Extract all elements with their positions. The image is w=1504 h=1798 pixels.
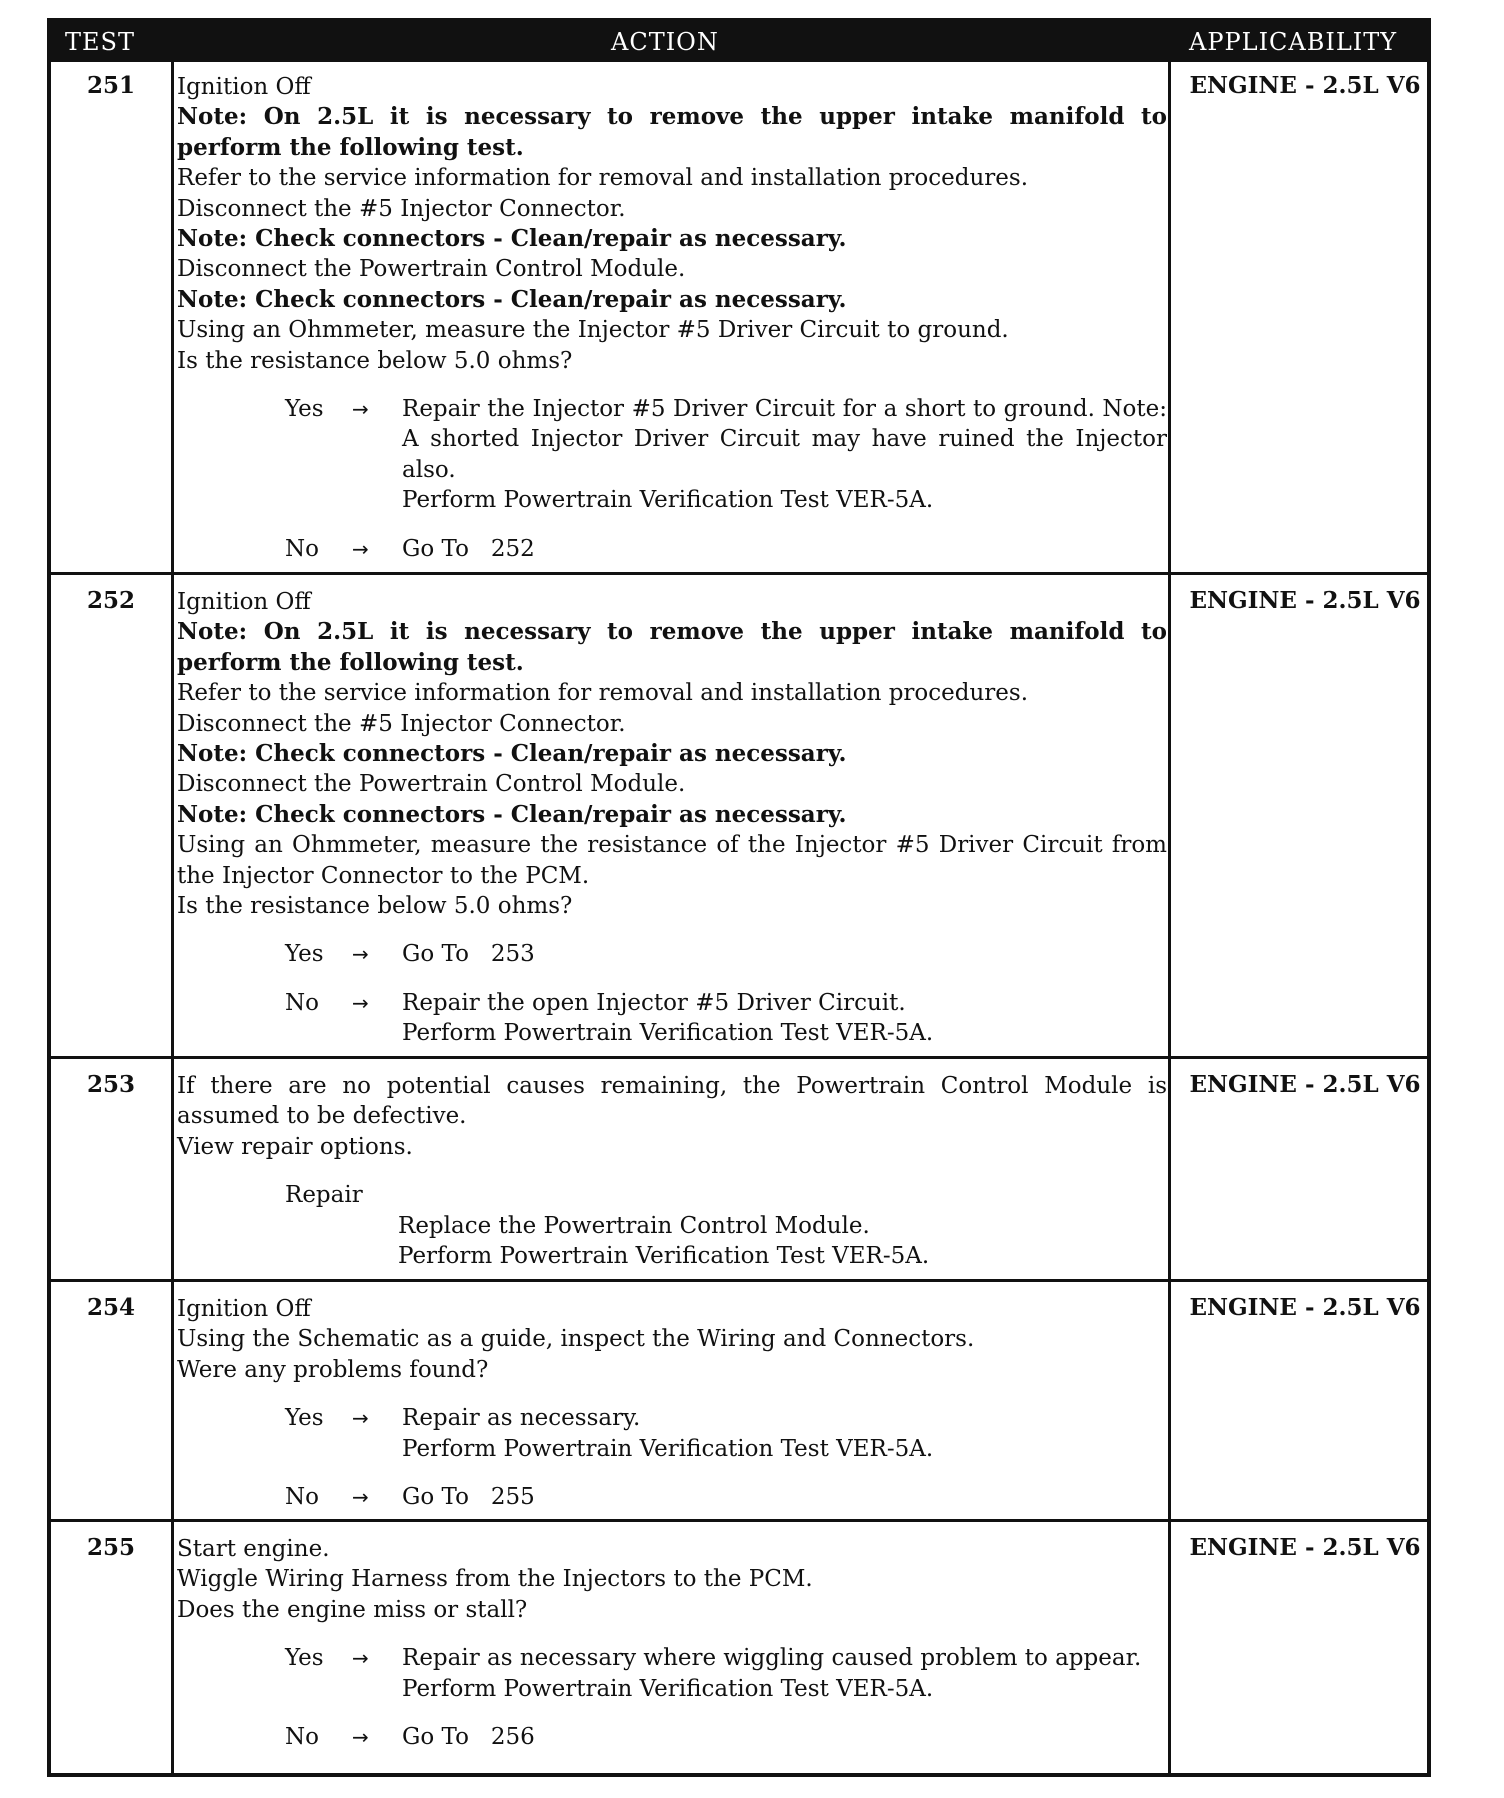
action-line: Refer to the service information for removal and installation procedures.: [177, 165, 1029, 192]
action-question: Does the engine miss or stall?: [177, 1596, 528, 1623]
action-line: Disconnect the #5 Injector Connector.: [177, 710, 626, 737]
action-question: Is the resistance below 5.0 ohms?: [177, 893, 573, 920]
applicability-cell: ENGINE - 2.5L V6: [1189, 1294, 1421, 1321]
no-result: Go To 252: [402, 535, 535, 562]
action-line: Ignition Off: [177, 1296, 311, 1322]
right-arrow-icon: →: [352, 1406, 369, 1431]
right-arrow-icon: →: [352, 1485, 369, 1510]
right-arrow-icon: →: [352, 536, 369, 561]
repair-options: [177, 1211, 1167, 1272]
action-line: Ignition Off: [177, 589, 311, 615]
yes-option: [177, 939, 1167, 969]
action-line: Refer to the service information for removal and installation procedures.: [177, 680, 1029, 707]
action-note: Note: On 2.5L it is necessary to remove the upper intake manifold to perform the following test.: [177, 103, 1167, 161]
no-label: No: [285, 1724, 319, 1751]
no-option: [177, 1482, 1167, 1512]
action-line: View repair options.: [177, 1133, 413, 1160]
row-divider: [51, 1056, 1427, 1059]
action-line: Start engine.: [177, 1536, 330, 1562]
right-arrow-icon: →: [352, 990, 369, 1015]
no-option: [177, 1722, 1167, 1752]
yes-result: Perform Powertrain Verification Test VER-5A.: [402, 487, 934, 514]
no-result: Go To 255: [402, 1484, 535, 1511]
row-divider: [51, 572, 1427, 575]
action-note: Note: Check connectors - Clean/repair as necessary.: [177, 285, 847, 313]
applicability-cell: ENGINE - 2.5L V6: [1189, 72, 1421, 99]
no-result: Perform Powertrain Verification Test VER-5A.: [402, 1020, 934, 1047]
test-number: 252: [86, 587, 135, 614]
action-cell: [177, 72, 1167, 564]
action-question: Were any problems found?: [177, 1356, 489, 1383]
action-line: Disconnect the #5 Injector Connector.: [177, 195, 626, 222]
header-applicability: APPLICABILITY: [1189, 28, 1398, 56]
action-line: Using an Ohmmeter, measure the resistance of the Injector #5 Driver Circuit from the Injector Connector to the PCM.: [177, 832, 1167, 889]
yes-result: Go To 253: [402, 941, 535, 968]
row-divider: [51, 1279, 1427, 1282]
yes-result: Repair the Injector #5 Driver Circuit for a short to ground. Note: A shorted Injector Driver Circuit may have ruined the Injector also.: [402, 396, 1167, 483]
yes-result: Perform Powertrain Verification Test VER-5A.: [402, 1435, 934, 1462]
action-line: If there are no potential causes remaining, the Powertrain Control Module is assumed to be defective.: [177, 1073, 1167, 1130]
right-arrow-icon: →: [352, 1646, 369, 1671]
action-note: Note: On 2.5L it is necessary to remove the upper intake manifold to perform the following test.: [177, 618, 1167, 676]
action-line: Ignition Off: [177, 74, 311, 100]
no-option: [177, 988, 1167, 1049]
no-label: No: [285, 535, 319, 562]
applicability-cell: ENGINE - 2.5L V6: [1189, 587, 1421, 614]
header-test: TEST: [65, 28, 135, 56]
yes-option: [177, 1403, 1167, 1464]
yes-label: Yes: [285, 941, 324, 968]
action-note: Note: Check connectors - Clean/repair as necessary.: [177, 800, 847, 828]
action-line: Wiggle Wiring Harness from the Injectors to the PCM.: [177, 1566, 813, 1593]
diagnostic-test-table: [47, 18, 1431, 1777]
right-arrow-icon: →: [352, 397, 369, 422]
no-option: [177, 534, 1167, 564]
yes-label: Yes: [285, 1405, 324, 1432]
applicability-cell: ENGINE - 2.5L V6: [1189, 1534, 1421, 1561]
yes-label: Yes: [285, 1645, 324, 1672]
yes-result: Repair as necessary.: [402, 1405, 641, 1432]
test-number: 253: [86, 1071, 135, 1098]
action-note: Note: Check connectors - Clean/repair as necessary.: [177, 740, 847, 768]
action-line: Disconnect the Powertrain Control Module.: [177, 256, 686, 283]
yes-label: Yes: [285, 396, 324, 423]
action-question: Is the resistance below 5.0 ohms?: [177, 347, 573, 374]
action-line: Disconnect the Powertrain Control Module.: [177, 771, 686, 798]
action-line: Using the Schematic as a guide, inspect the Wiring and Connectors.: [177, 1326, 975, 1353]
yes-result: Perform Powertrain Verification Test VER-5A.: [402, 1675, 934, 1702]
test-number: 255: [86, 1534, 135, 1561]
repair-step: Perform Powertrain Verification Test VER-5A.: [398, 1243, 930, 1270]
row-divider: [51, 1519, 1427, 1522]
test-number: 251: [86, 72, 135, 99]
yes-option: [177, 394, 1167, 516]
action-note: Note: Check connectors - Clean/repair as necessary.: [177, 225, 847, 253]
action-cell: [177, 1071, 1167, 1271]
yes-result: Repair as necessary where wiggling caused problem to appear.: [402, 1645, 1142, 1672]
right-arrow-icon: →: [352, 1725, 369, 1750]
action-cell: [177, 587, 1167, 1049]
table-header: [51, 22, 1427, 62]
test-number: 254: [86, 1294, 135, 1321]
right-arrow-icon: →: [352, 942, 369, 967]
action-cell: [177, 1534, 1167, 1752]
no-result: Go To 256: [402, 1724, 535, 1751]
yes-option: [177, 1643, 1167, 1704]
repair-label: Repair: [285, 1182, 363, 1209]
header-action: ACTION: [611, 28, 719, 56]
no-result: Repair the open Injector #5 Driver Circuit.: [402, 989, 906, 1016]
action-line: Using an Ohmmeter, measure the Injector #5 Driver Circuit to ground.: [177, 317, 1009, 344]
no-label: No: [285, 1484, 319, 1511]
repair-step: Replace the Powertrain Control Module.: [398, 1212, 870, 1239]
no-label: No: [285, 989, 319, 1016]
action-cell: [177, 1294, 1167, 1512]
applicability-cell: ENGINE - 2.5L V6: [1189, 1071, 1421, 1098]
